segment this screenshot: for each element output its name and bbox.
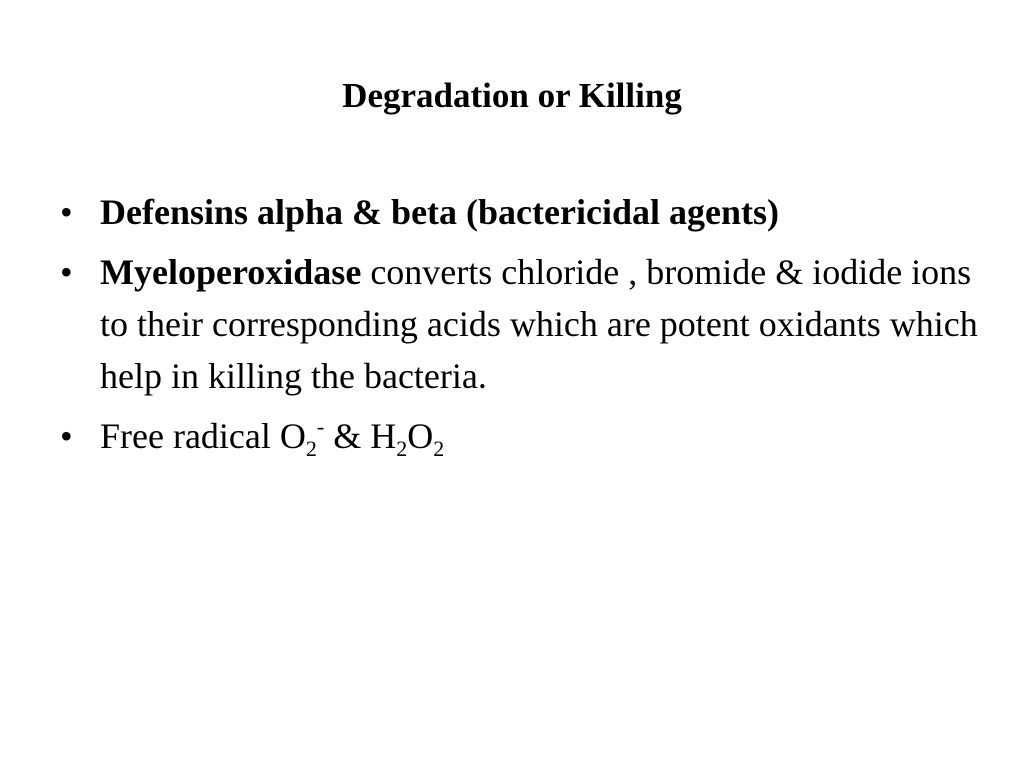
bullet-icon: • xyxy=(60,416,73,456)
bullet-icon: • xyxy=(60,252,73,292)
free-radical-mid: & H xyxy=(324,416,397,456)
bullet-list xyxy=(60,186,980,470)
superscript-minus: - xyxy=(316,414,325,439)
bullet-item-defensins xyxy=(60,186,980,238)
free-radical-prefix: Free radical O xyxy=(100,416,306,456)
oxygen-symbol: O xyxy=(407,416,434,456)
bullet-item-myeloperoxidase xyxy=(60,246,980,402)
bullet-icon: • xyxy=(60,192,73,232)
subscript-2: 2 xyxy=(433,436,445,461)
subscript-2: 2 xyxy=(305,436,317,461)
bullet-text-myeloperoxidase: converts chloride , bromide & iodide ions to their corresponding acids which are potent oxidants which help in killing the bacteria. xyxy=(100,252,978,396)
bullet-item-free-radical xyxy=(60,410,980,462)
bullet-text-defensins: Defensins alpha & beta (bactericidal agents) xyxy=(100,192,779,232)
term-myeloperoxidase: Myeloperoxidase xyxy=(100,252,362,292)
subscript-2: 2 xyxy=(396,436,408,461)
slide-title: Degradation or Killing xyxy=(342,76,682,115)
